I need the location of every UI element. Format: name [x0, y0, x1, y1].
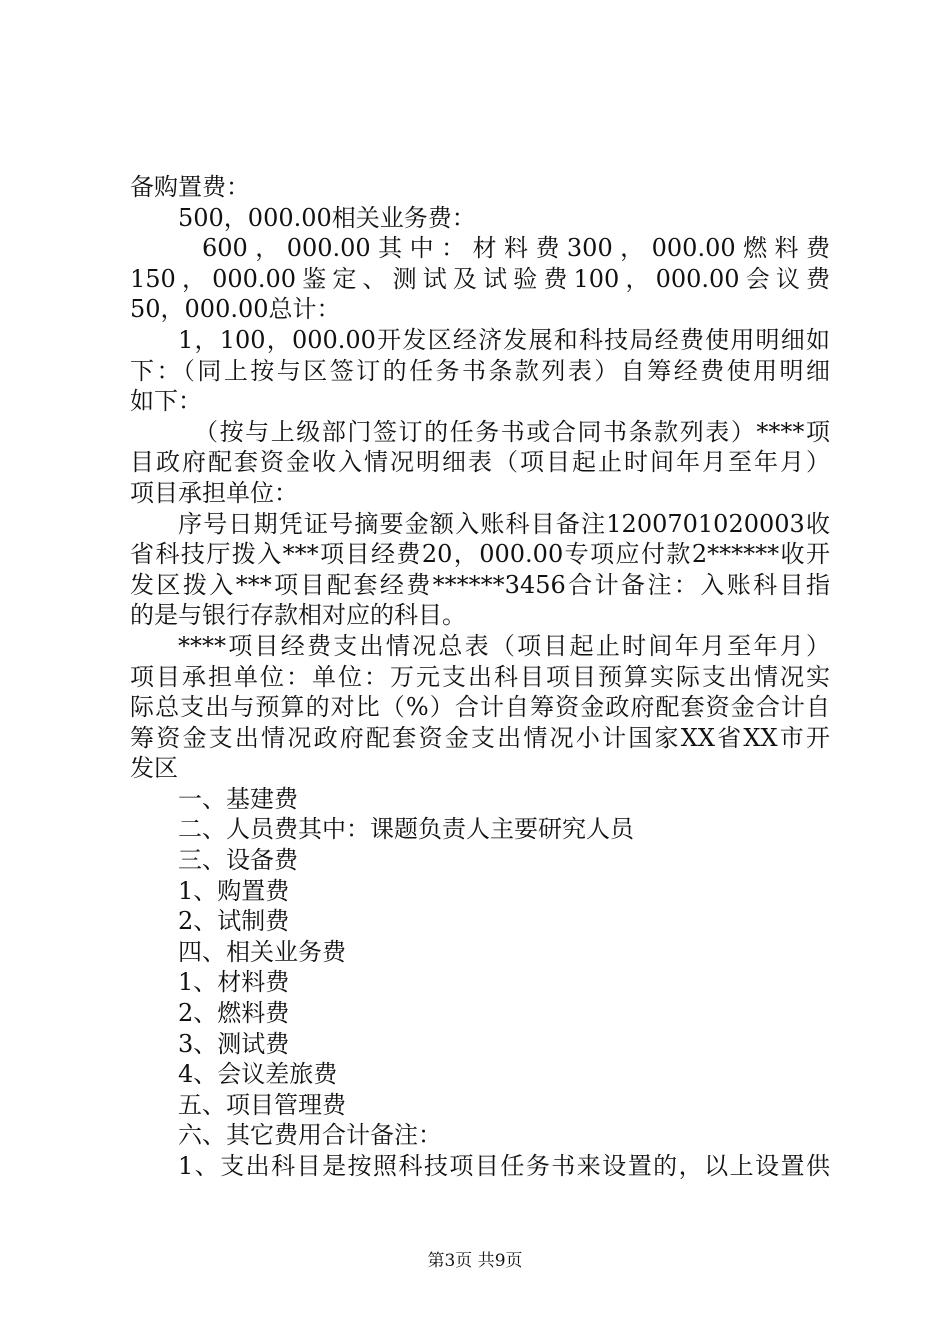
text-line: 1、支出科目是按照科技项目任务书来设置的，以上设置供 [178, 1152, 830, 1180]
text-line: 省科技厅拨入***项目经费20，000.00专项应付款2******收开 [130, 540, 830, 569]
text-line: 备购置费： [130, 173, 250, 201]
text-line: 三、设备费 [178, 846, 298, 875]
text-line: 500，000.00相关业务费： [178, 203, 476, 232]
text-line: 发区 [130, 754, 178, 783]
text-line: 2、燃料费 [178, 999, 290, 1028]
text-line: 目政府配套资金收入情况明细表（项目起止时间年月至年月） [130, 448, 830, 477]
document-body [130, 172, 830, 1182]
text-line: 3、测试费 [178, 1029, 290, 1058]
text-line: 一、基建费 [178, 784, 298, 813]
text-line: 序号日期凭证号摘要金额入账科目备注1200701020003收 [178, 509, 830, 538]
text-line: 项目承担单位：单位：万元支出科目项目预算实际支出情况实 [130, 662, 830, 691]
text-line: 1、材料费 [178, 968, 290, 997]
text-line: 四、相关业务费 [178, 937, 346, 966]
text-line: 筹资金支出情况政府配套资金支出情况小计国家XX省XX市开 [130, 723, 830, 752]
text-line: 六、其它费用合计备注： [178, 1121, 442, 1150]
text-line: 150，000.00鉴定、测试及试验费100，000.00会议费 [130, 264, 830, 293]
text-line: 的是与银行存款相对应的科目。 [130, 601, 466, 630]
text-line: 2、试制费 [178, 907, 290, 936]
text-line: 下：（同上按与区签订的任务书条款列表）自筹经费使用明细 [130, 356, 830, 385]
text-line: 二、人员费其中：课题负责人主要研究人员 [178, 815, 634, 844]
text-line: 600，000.00其中：材料费300，000.00燃料费 [202, 234, 830, 263]
text-line: 50，000.00总计： [130, 295, 341, 324]
text-line: 项目承担单位： [130, 478, 298, 507]
text-line: 1、购置费 [178, 876, 290, 905]
text-line: 4、会议差旅费 [178, 1060, 338, 1089]
text-line: 1，100，000.00开发区经济发展和科技局经费使用明细如 [178, 325, 830, 354]
text-line: ****项目经费支出情况总表（项目起止时间年月至年月） [178, 631, 830, 660]
text-line: 发区拨入***项目配套经费******3456合计备注：入账科目指 [130, 570, 830, 599]
text-line: 五、项目管理费 [178, 1090, 346, 1119]
page-number-footer: 第3页 共9页 [427, 1251, 523, 1271]
text-line: 际总支出与预算的对比（%）合计自筹资金政府配套资金合计自 [130, 693, 830, 722]
text-line: （按与上级部门签订的任务书或合同书条款列表）****项 [194, 417, 830, 446]
text-line: 如下： [130, 387, 202, 416]
